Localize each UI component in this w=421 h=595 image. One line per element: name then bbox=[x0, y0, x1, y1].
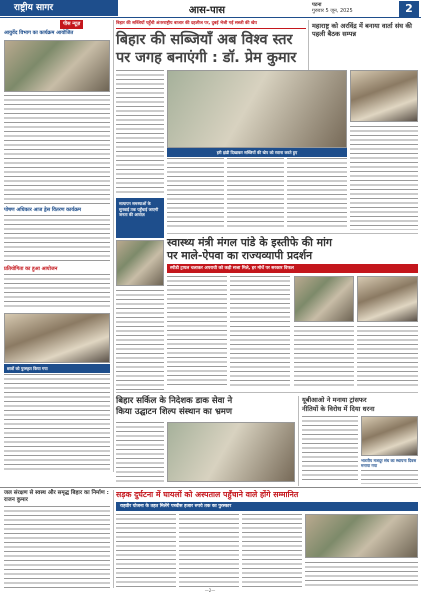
lead-body-col-1 bbox=[116, 70, 164, 195]
middle-divider bbox=[298, 396, 299, 486]
health-photo-2 bbox=[357, 276, 418, 322]
masthead-dateline bbox=[312, 2, 392, 14]
lead-headline-line-1: बिहार की सब्जियाँ अब विश्व स्तर bbox=[116, 32, 293, 48]
health-body-col-2 bbox=[230, 276, 290, 322]
bottom-body-col-1 bbox=[116, 514, 176, 588]
health-headline-line-2: पर माले-ऐपवा का राज्यव्यापी प्रदर्शन bbox=[167, 249, 313, 262]
lead-headline-line-2: पर जगह बनाएंगी : डॉ. प्रेम कुमार bbox=[116, 50, 297, 66]
bottom-divider bbox=[113, 490, 114, 588]
quote-body bbox=[116, 290, 164, 390]
health-top-rule bbox=[167, 233, 418, 234]
lead-photo-caption: हरी झंडी दिखाकर सब्जियों की खेप को रवाना करते हुए bbox=[167, 148, 347, 157]
bottom-rule bbox=[0, 487, 421, 488]
section-title: आस-पास bbox=[188, 5, 226, 16]
masthead-rule bbox=[0, 17, 421, 18]
left-tag: पीस न्यूज़ bbox=[60, 20, 83, 29]
left-photo-caption: छात्रों को पुरस्कृत किया गया bbox=[4, 364, 110, 373]
middle-headline-line-2: किया उद्घाटन शिल्प संस्थान का भ्रमण bbox=[116, 407, 233, 417]
quote-box bbox=[116, 198, 164, 238]
middle-photo bbox=[167, 422, 295, 482]
masthead-title: राष्ट्रीय सागर bbox=[0, 0, 118, 16]
bottom-body-col-2 bbox=[179, 514, 239, 588]
left-body-text-3 bbox=[4, 274, 110, 310]
right-divider bbox=[308, 20, 309, 70]
lead-photo bbox=[167, 70, 347, 148]
health-body-col-1 bbox=[167, 276, 227, 388]
middle-small-body bbox=[361, 470, 418, 484]
middle-headline-line-1: बिहार सर्किल के निदेशक डाक सेवा ने bbox=[116, 396, 233, 406]
lead-body-col-2 bbox=[167, 158, 224, 230]
bottom-headline: सड़क दुर्घटना में घायलों को अस्पताल पहुँचाने वाले होंगे सम्मानित bbox=[116, 490, 299, 499]
bottom-photo bbox=[305, 514, 418, 558]
left-photo-1 bbox=[4, 40, 110, 92]
middle-right-body bbox=[302, 416, 358, 482]
left-box-headline: प्रतियोगिता का हुआ आयोजन bbox=[4, 266, 58, 272]
dateline-city: पटना bbox=[312, 2, 322, 8]
bottom-left-body bbox=[4, 506, 110, 588]
column-divider bbox=[113, 20, 114, 472]
dateline-date: गुरुवार 5 जून, 2025 bbox=[312, 8, 353, 14]
middle-right-headline bbox=[302, 396, 418, 413]
left-brief-headline: आयुर्वेद विभाग का कार्यक्रम आयोजित bbox=[4, 30, 74, 36]
health-body-col-4 bbox=[294, 326, 354, 388]
lead-headline bbox=[116, 31, 306, 67]
lead-kicker: बिहार की सब्जियों पहुँची अंतरराष्ट्रीय बाजार की दहलीज पर, दुबई भेजी गई सब्जी की खेप bbox=[116, 21, 257, 26]
right-top-photo bbox=[350, 70, 418, 122]
middle-body-col-1 bbox=[116, 422, 164, 482]
right-top-body bbox=[350, 126, 418, 230]
left-body-text-4 bbox=[4, 374, 110, 472]
bottom-body-col-4 bbox=[305, 562, 418, 588]
health-body-col-3 bbox=[230, 326, 290, 388]
bottom-body-col-3 bbox=[242, 514, 302, 588]
health-photo-1 bbox=[294, 276, 354, 322]
bottom-subhead: राहवीर योजना के तहत मिलेंगे पच्चीस हजार रुपये तक का पुरस्कार bbox=[116, 502, 418, 511]
lead-body-col-4 bbox=[287, 158, 347, 230]
left-mid-headline: पोषण अधिकार आज ड्रेस वितरण कार्यक्रम bbox=[4, 207, 82, 213]
lead-kicker-bar bbox=[116, 20, 306, 29]
health-headline bbox=[167, 236, 418, 262]
quote-text: सत्यापन समस्याओं के सुनवाई तक पहुँचाई जाएगी जनता की आवाज़ bbox=[119, 201, 159, 217]
page-number: 2 bbox=[399, 1, 419, 17]
middle-right-photo bbox=[361, 416, 418, 456]
quote-portrait bbox=[116, 240, 164, 286]
middle-right-headline-2: नीतियों के विरोध में दिया धरना bbox=[302, 404, 375, 413]
left-photo-2 bbox=[4, 313, 110, 363]
middle-rule bbox=[116, 392, 418, 393]
middle-right-headline-1: यूबीआओ ने मनाया ट्रांसफर bbox=[302, 396, 367, 404]
middle-small-headline: भारतीय मजदूर संघ का स्थापना दिवस मनाया गया bbox=[361, 458, 417, 468]
health-headline-line-1: स्वास्थ्य मंत्री मंगल पांडे के इस्तीफे की मांग bbox=[167, 236, 332, 249]
health-body-col-5 bbox=[357, 326, 418, 388]
right-top-headline: महाराष्ट्र को अरविंद्र में बनाया वार्ता संघ की पहली बैठक सम्पन्न bbox=[312, 22, 412, 38]
health-subhead: स्पीडी ट्रायल चलाकर अपराधी को कड़ी सजा मिले, हर मोर्चे पर सरकार विफल bbox=[167, 264, 418, 273]
left-body-text-1 bbox=[4, 95, 110, 205]
lead-body-col-3 bbox=[227, 158, 284, 230]
page-footer-mark: —2— bbox=[204, 588, 216, 593]
middle-headline bbox=[116, 396, 296, 418]
bottom-left-headline: जल संरक्षण से स्वस्थ और समृद्ध बिहार का निर्माण : राजन कुमार bbox=[4, 490, 109, 503]
left-body-text-2 bbox=[4, 215, 110, 263]
